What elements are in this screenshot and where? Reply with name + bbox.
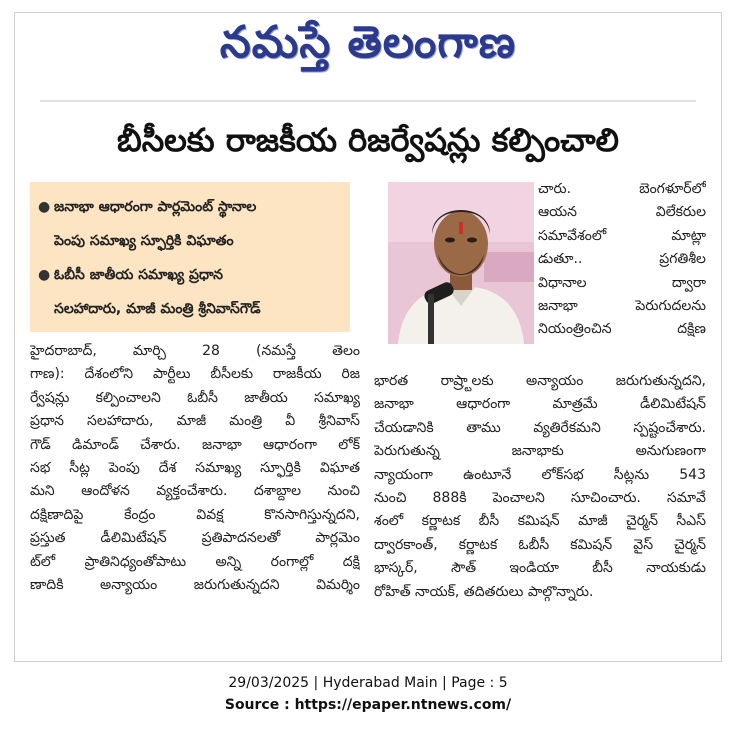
highlight-line: పెంపు సమాఖ్య స్ఫూర్తికి విఘాతం (54, 233, 234, 249)
text-line: పెరుగుతున్న జనాభాకు అనుగుణంగా (374, 443, 706, 460)
text-line: విధానాల ద్వారా (538, 274, 706, 291)
edition-dateline: 29/03/2025 | Hyderabad Main | Page : 5 (228, 675, 508, 691)
text-line: ద్వారకాంత్, కర్ణాటక ఓబీసీ కమిషన్ వైస్ చైర్మన్ (374, 536, 706, 553)
article-column-left (30, 340, 360, 597)
highlight-line: జనాభా ఆధారంగా పార్లమెంట్ స్థానాల (54, 199, 257, 215)
speaker-photo (388, 182, 534, 344)
text-line: డుతూ.. ప్రగతిశీల (538, 251, 706, 268)
text-line: ణాదికి అన్యాయం జరుగుతున్నదని విమర్శిం (30, 576, 360, 593)
text-line: గాణ): దేశంలోని పార్టీలు బీసీలకు రాజకీయ రిజ (30, 366, 360, 383)
page-footer (0, 672, 736, 716)
bullet-icon: ● (38, 267, 51, 283)
text-line: నియంత్రించిన దక్షిణ (538, 321, 706, 338)
text-line: రోహిత్ నాయక్, తదితరులు పాల్గొన్నారు. (374, 583, 594, 600)
highlight-item (38, 258, 342, 326)
article-headline: బీసీలకు రాజకీయ రిజర్వేషన్లు కల్పించాలి (117, 121, 619, 159)
highlight-item (38, 190, 342, 258)
masthead (0, 0, 736, 96)
text-line: న్యాయంగా ఉంటూనే లోక్‌సభ సీట్లను 543 (374, 466, 706, 483)
text-line: హైదరాబాద్, మార్చి 28 (నమస్తే తెలం (30, 343, 360, 359)
text-line: సమావేశంలో మాట్లా (538, 227, 706, 244)
highlight-line: సలహాదారు, మాజీ మంత్రి శ్రీనివాస్‌గౌడ్ (54, 301, 261, 317)
text-line: ర్వేషన్లు కల్పించాలని ఓబీసీ జాతీయ సమాఖ్య (30, 389, 360, 406)
text-line: గౌడ్ డిమాండ్ చేశారు. జనాభా ఆధారంగా లోక్ (30, 436, 360, 453)
portrait-image (388, 182, 534, 344)
masthead-divider (40, 100, 696, 102)
highlights-box (30, 182, 350, 332)
text-line: ప్రస్తుత డీలిమిటేషన్ ప్రతిపాదనలతో పార్లమెం (30, 530, 360, 547)
text-line: నుంచి 888కి పెంచాలని సూచించారు. సమావే (374, 489, 706, 506)
text-line: జనాభా పెరుగుదలను (538, 297, 706, 314)
text-line: ప్రధాన సలహాదారు, మాజీ మంత్రి వీ శ్రీనివాస్ (30, 413, 360, 430)
text-line: భారత రాష్ర్టాలకు అన్యాయం జరుగుతున్నదని, (374, 373, 706, 389)
source-link[interactable]: Source : https://epaper.ntnews.com/ (224, 697, 512, 713)
text-line: భాస్కర్, సౌత్ ఇండియా బీసీ నాయకుడు (374, 560, 706, 577)
text-line: చారు. బెంగళూర్‌లో (538, 181, 706, 197)
newspaper-logo: నమస్తే తెలంగాణ (219, 17, 517, 68)
text-line: సభ సీట్ల పెంపు దేశ సమాఖ్య స్ఫూర్తికి విఘాత (30, 459, 360, 476)
text-line: చేయడానికి తాము వ్యతిరేకమని స్పష్టంచేశారు. (374, 419, 706, 436)
text-line: ఆయన విలేకరుల (538, 204, 706, 221)
text-line: మని ఆందోళన వ్యక్తంచేశారు. దశాబ్దాల నుంచి (30, 483, 360, 500)
text-line: జనాభా ఆధారంగా మాత్రమే డీలిమిటేషన్ (374, 396, 706, 413)
text-line: ట్‌లో ప్రాతినిధ్యంతోపాటు అన్ని రంగాల్లో దక్షి (30, 553, 360, 570)
highlight-line: ఓబీసీ జాతీయ సమాఖ్య ప్రధాన (54, 267, 223, 283)
text-line: దక్షిణాదిపై కేంద్రం వివక్ష కొనసాగిస్తున్నదని, (30, 506, 360, 523)
bullet-icon: ● (38, 199, 51, 215)
text-line: శంలో కర్ణాటక బీసీ కమిషన్ మాజీ చైర్మన్ సీఎస్ (374, 513, 706, 530)
article-column-right (374, 370, 706, 604)
article-column-right-top (538, 178, 706, 342)
